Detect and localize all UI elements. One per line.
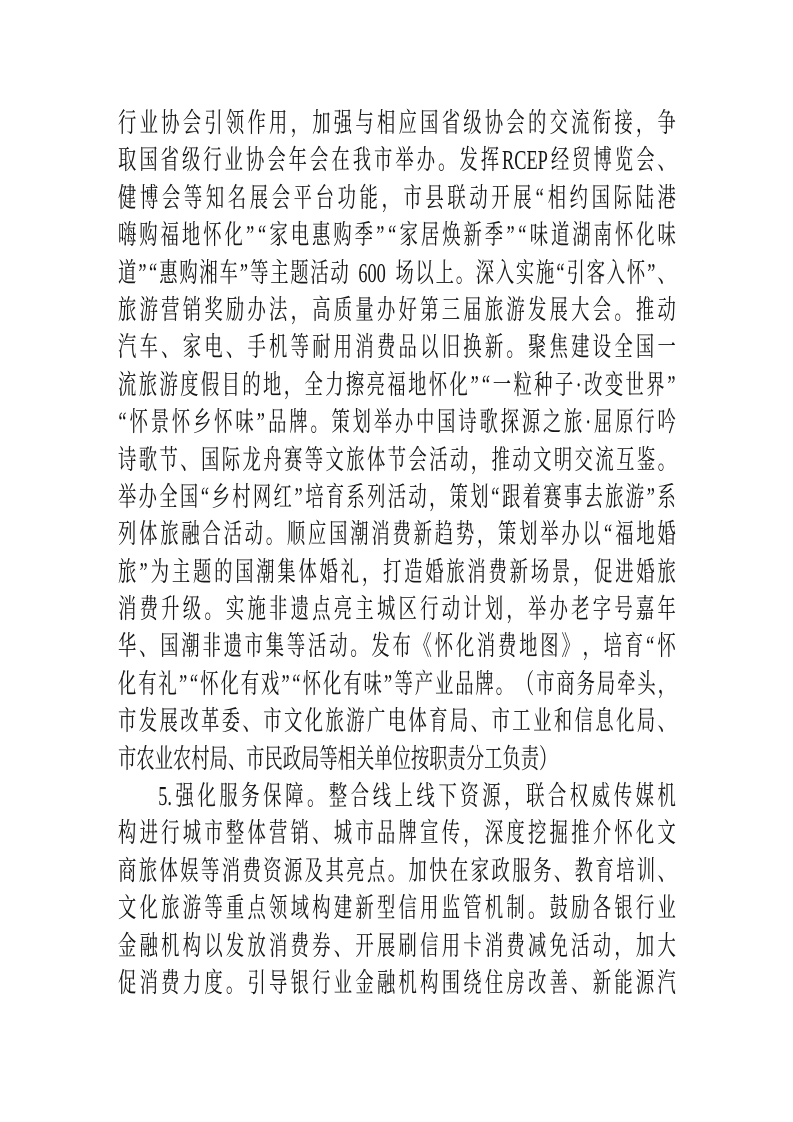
text-line: 文 化 旅 游 等 重 点 领 域 构 建 新 型 信 用 监 管 机 制 。 鼓 励 各 银 行 业	[118, 893, 676, 924]
text-line: 道 ” “ 惠 购 湘 车 ” 等 主 题 活 动 600 场 以 上 。 深 入 实 施 “ 引 客 入 怀 ” 、	[118, 257, 676, 288]
text-line: 市 农 业 农 村 局 、 市 民 政 局 等 相 关 单 位 按 职 责 分 工 负 责 ）	[118, 743, 558, 774]
text-line: 诗 歌 节 、 国 际 龙 舟 赛 等 文 旅 体 节 会 活 动 ， 推 动 文 明 交 流 互 鉴 。	[118, 444, 676, 475]
text-line: 旅 游 营 销 奖 励 办 法 ， 高 质 量 办 好 第 三 届 旅 游 发 展 大 会 。 推 动	[118, 294, 676, 325]
text-line: 取 国 省 级 行 业 协 会 年 会 在 我 市 举 办 。 发 挥 RCEP 经 贸 博 览 会 、	[118, 145, 676, 176]
text-block	[118, 105, 676, 1002]
text-line: 消 费 升 级 。 实 施 非 遗 点 亮 主 城 区 行 动 计 划 ， 举 办 老 字 号 嘉 年	[118, 594, 676, 625]
text-line: 市 发 展 改 革 委 、 市 文 化 旅 游 广 电 体 育 局 、 市 工 业 和 信 息 化 局 、	[118, 706, 676, 737]
text-line: 举 办 全 国 “ 乡 村 网 红 ” 培 育 系 列 活 动 ， 策 划 “ 跟 着 赛 事 去 旅 游 ” 系	[118, 481, 676, 512]
text-line: 行 业 协 会 引 领 作 用 ， 加 强 与 相 应 国 省 级 协 会 的 交 流 衔 接 ， 争	[118, 108, 676, 138]
text-line: “ 怀 景 怀 乡 怀 味 ” 品 牌 。 策 划 举 办 中 国 诗 歌 探 源 之 旅 · 屈 原 行 吟	[118, 407, 676, 438]
text-line: 商 旅 体 娱 等 消 费 资 源 及 其 亮 点 。 加 快 在 家 政 服 务 、 教 育 培 训 、	[118, 855, 676, 886]
text-line: 汽 车 、 家 电 、 手 机 等 耐 用 消 费 品 以 旧 换 新 。 聚 焦 建 设 全 国 一	[118, 332, 676, 363]
text-line: 促 消 费 力 度 。 引 导 银 行 业 金 融 机 构 围 绕 住 房 改 善 、 新 能 源 汽	[118, 967, 676, 998]
text-line: 健 博 会 等 知 名 展 会 平 台 功 能 ， 市 县 联 动 开 展 “ 相 约 国 际 陆 港	[118, 182, 676, 213]
text-line: 化 有 礼 ” “ 怀 化 有 戏 ” “ 怀 化 有 味 ” 等 产 业 品 牌 。 （ 市 商 务 局 牵 头 ，	[118, 668, 676, 699]
text-line: 金 融 机 构 以 发 放 消 费 券 、 开 展 刷 信 用 卡 消 费 减 免 活 动 ， 加 大	[118, 930, 676, 961]
text-line: 流 旅 游 度 假 目 的 地 ， 全 力 擦 亮 福 地 怀 化 ” “ 一 粒 种 子 · 改 变 世 界 ”	[118, 369, 676, 400]
text-line: 华 、 国 潮 非 遗 市 集 等 活 动 。 发 布 《 怀 化 消 费 地 图 》 ， 培 育 “ 怀	[118, 631, 676, 662]
text-line: 列 体 旅 融 合 活 动 。 顺 应 国 潮 消 费 新 趋 势 ， 策 划 举 办 以 “ 福 地 婚	[118, 519, 676, 550]
text-line: 嗨 购 福 地 怀 化 ” “ 家 电 惠 购 季 ” “ 家 居 焕 新 季 ” “ 味 道 湖 南 怀 化 味	[118, 220, 676, 251]
text-line: 5. 强 化 服 务 保 障 。 整 合 线 上 线 下 资 源 ， 联 合 权 威 传 媒 机	[158, 781, 676, 812]
text-line: 旅 ” 为 主 题 的 国 潮 集 体 婚 礼 ， 打 造 婚 旅 消 费 新 场 景 ， 促 进 婚 旅	[118, 556, 676, 587]
text-line: 构 进 行 城 市 整 体 营 销 、 城 市 品 牌 宣 传 ， 深 度 挖 掘 推 介 怀 化 文	[118, 818, 676, 849]
